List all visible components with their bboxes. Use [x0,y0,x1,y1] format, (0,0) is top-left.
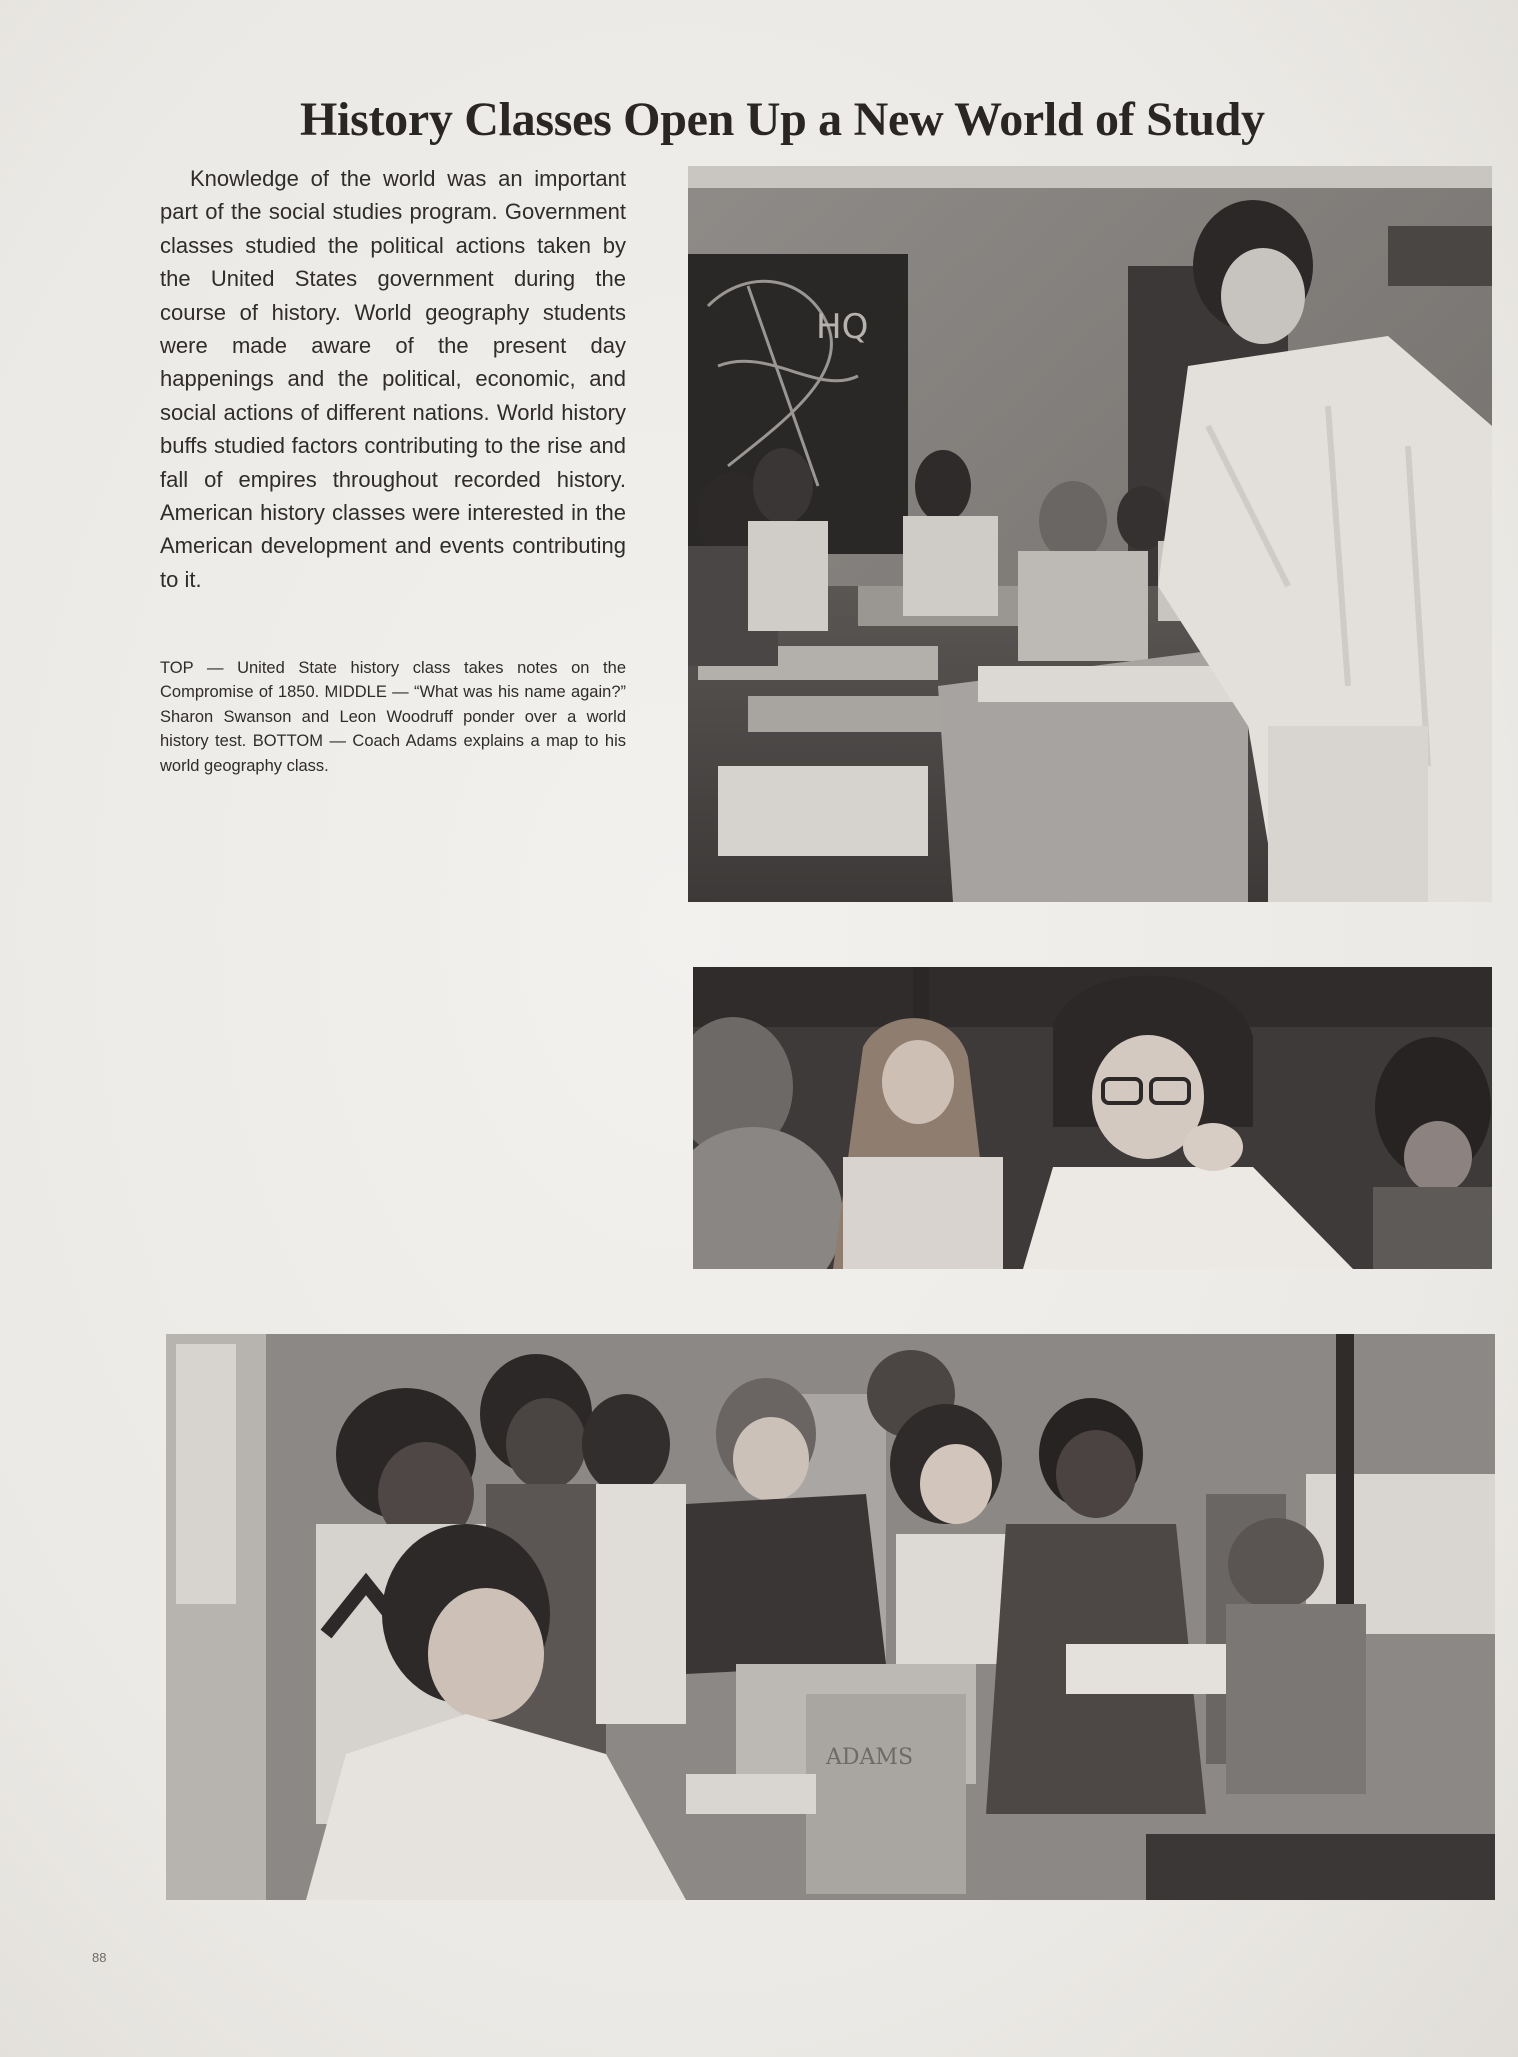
photo-middle-world-history-test [693,967,1492,1269]
photo-top-history-class [688,166,1492,902]
page-number: 88 [92,1950,107,1965]
book-label: ADAMS [826,1745,914,1770]
photo-bottom-geography-class [166,1334,1495,1900]
page-title: History Classes Open Up a New World of Study [300,93,1265,146]
chalkboard-text: HQ [816,307,869,347]
article-body: Knowledge of the world was an important part of the social studies program. Government classes studied the political actions taken by the United States government during the course of history. World geography students were made aware of the present day happenings and the political, economic, and social actions of different nations. World history buffs studied factors contributing to the rise and fall of empires throughout recorded history. American history classes were interested in the American development and events contributing to it. [160,166,626,592]
photo-caption: TOP — United State history class takes notes on the Compromise of 1850. MIDDLE — “What was his name again?” Sharon Swanson and Leon Woodruff ponder over a world history test. BOTTOM — Coach Adams explains a map to his world geography class. [160,659,626,775]
